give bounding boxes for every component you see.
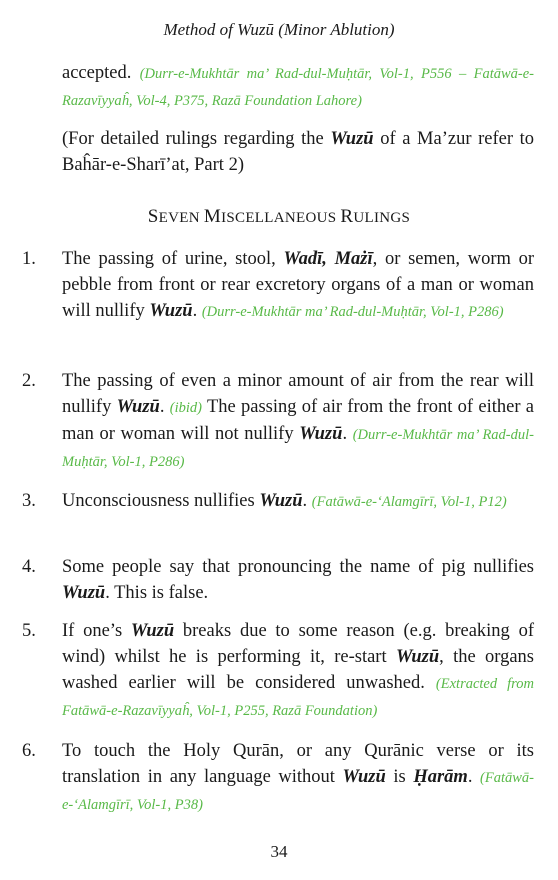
ruling-text: Some people say that pronouncing the name of pig nullifies bbox=[62, 557, 534, 577]
ruling-text: . bbox=[342, 424, 348, 444]
ruling-text: The passing of air from the front of either a man or woman will not nullify bbox=[62, 397, 534, 444]
ruling-text: . bbox=[302, 491, 308, 511]
ruling-3 bbox=[22, 488, 534, 515]
detail-term: Wuzū bbox=[330, 129, 374, 149]
ruling-number: 5. bbox=[22, 621, 36, 641]
ruling-term: Wuzū bbox=[149, 301, 193, 321]
ruling-text: breaks due to some reason (e.g. breaking of wind) whilst he is performing it, re-start bbox=[62, 621, 534, 667]
ruling-6 bbox=[22, 738, 534, 818]
ruling-text: The passing of urine, stool, bbox=[62, 249, 284, 269]
title-sc-misc: ISCELLANEOUS bbox=[221, 210, 341, 226]
ruling-number: 1. bbox=[22, 249, 36, 269]
intro-paragraph bbox=[62, 60, 534, 114]
ruling-term: Wuzū bbox=[130, 621, 175, 641]
ruling-reference: (Fatāwā-e-‘Alamgīrī, Vol-1, P38) bbox=[62, 770, 535, 813]
ruling-number: 6. bbox=[22, 741, 36, 761]
ruling-2 bbox=[22, 368, 534, 475]
ruling-term: Ḥarām bbox=[413, 767, 468, 787]
ruling-body bbox=[62, 554, 534, 606]
intro-reference: (Durr-e-Mukhtār ma’ Rad-dul-Muḥtār, Vol-1, P556 – Fatāwā-e-Razavīyyaĥ, Vol-4, P375, Razā Foundation Lahore) bbox=[62, 66, 534, 109]
ruling-number: 4. bbox=[22, 557, 36, 577]
ruling-body bbox=[62, 246, 534, 325]
ruling-term: Wuzū bbox=[342, 767, 386, 787]
ruling-text: The passing of even a minor amount of air from the rear will nullify bbox=[62, 371, 534, 417]
ruling-text: . bbox=[467, 767, 473, 787]
ruling-body bbox=[62, 738, 534, 818]
ruling-text: To touch the Holy Qurān, or any Qurānic verse or its translation in any language without bbox=[62, 741, 534, 787]
title-cap-s: S bbox=[147, 206, 159, 227]
ruling-reference: (Durr-e-Mukhtār ma’ Rad-dul-Muḥtār, Vol-1, P286) bbox=[201, 304, 504, 320]
ruling-body bbox=[62, 488, 534, 515]
title-sc-ulings: ULINGS bbox=[353, 210, 411, 226]
ruling-text: Unconsciousness nullifies bbox=[62, 491, 260, 511]
title-cap-m: M bbox=[203, 206, 222, 227]
ruling-term: Wuzū bbox=[62, 583, 106, 603]
ruling-number: 2. bbox=[22, 371, 36, 391]
ruling-term: Wuzū bbox=[395, 647, 440, 667]
ruling-number: 3. bbox=[22, 491, 36, 511]
ruling-reference: (Fatāwā-e-‘Alamgīrī, Vol-1, P12) bbox=[311, 494, 507, 510]
intro-accepted: accepted. bbox=[62, 63, 132, 83]
ruling-ibid: (ibid) bbox=[169, 400, 202, 416]
ruling-5 bbox=[22, 618, 534, 724]
ruling-reference: (Durr-e-Mukhtār ma’ Rad-dul-Muḥtār, Vol-1, P286) bbox=[62, 427, 534, 470]
section-title bbox=[0, 206, 558, 228]
ruling-4 bbox=[22, 554, 534, 606]
ruling-term: Wuzū bbox=[299, 424, 343, 444]
ruling-term: Wadī, Mażī bbox=[283, 249, 373, 269]
ruling-text: . This is false. bbox=[105, 583, 209, 603]
running-head: Method of Wuzū (Minor Ablution) bbox=[163, 20, 395, 39]
ruling-reference: (Extracted from Fatāwā-e-Razavīyyaĥ, Vol-1, P255, Razā Foundation) bbox=[62, 676, 535, 719]
ruling-text: is bbox=[385, 767, 414, 787]
detail-text-1: (For detailed rulings regarding the bbox=[62, 129, 331, 149]
ruling-text: If one’s bbox=[62, 621, 131, 641]
title-sc-even: EVEN bbox=[158, 210, 204, 226]
ruling-term: Wuzū bbox=[116, 397, 160, 417]
ruling-body bbox=[62, 368, 534, 475]
ruling-term: Wuzū bbox=[259, 491, 303, 511]
ruling-text: . bbox=[159, 397, 165, 417]
ruling-body bbox=[62, 618, 534, 724]
detail-paragraph bbox=[62, 126, 534, 178]
ruling-text: , the organs washed earlier will be considered unwashed. bbox=[62, 647, 535, 693]
ruling-text: . bbox=[192, 301, 198, 321]
detail-text-2: of a Ma’zur refer to Baĥār-e-Sharī’at, Part 2) bbox=[62, 129, 534, 175]
ruling-text: , or semen, worm or pebble from front or rear excretory organs of a man or woman will nullify bbox=[62, 249, 534, 321]
title-cap-r: R bbox=[340, 206, 354, 227]
page-number: 34 bbox=[270, 842, 288, 861]
ruling-1 bbox=[22, 246, 534, 325]
